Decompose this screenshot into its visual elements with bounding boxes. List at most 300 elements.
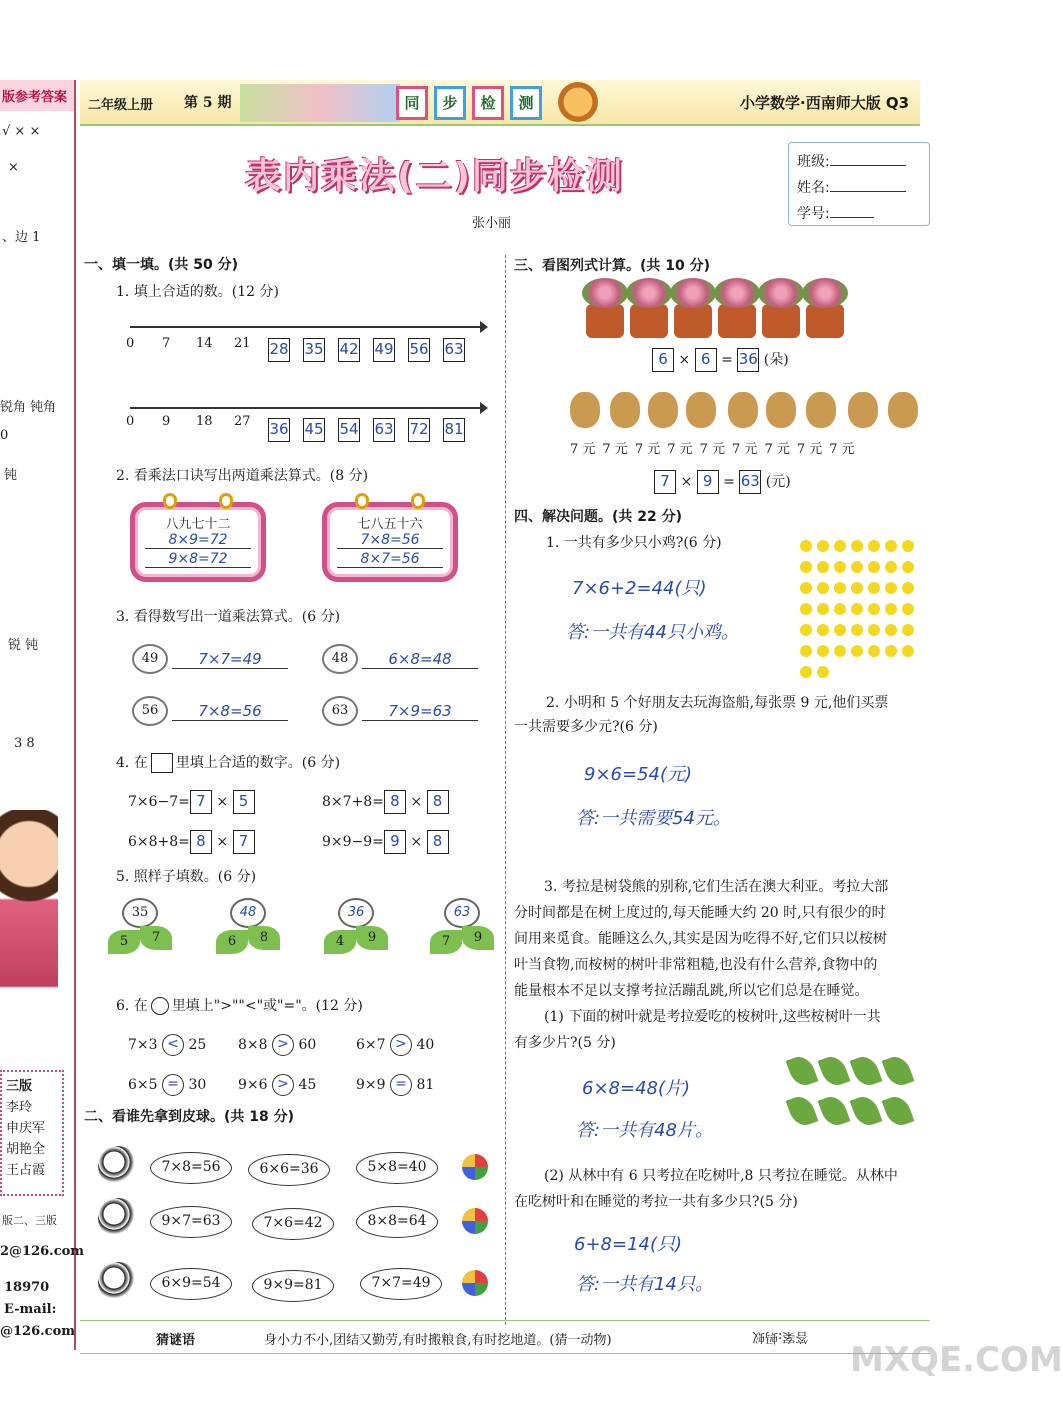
compare-item: [356, 1074, 434, 1096]
chicks-group: [800, 540, 922, 680]
sidebar-box-line: 三版: [6, 1079, 33, 1094]
column-divider: [505, 255, 506, 1325]
number-line-2: [130, 407, 482, 409]
sidebar-box-line: 胡艳全: [6, 1142, 46, 1157]
q4-expr: 9×9−9=: [322, 834, 384, 850]
sidebar-box-line: 王占霞: [6, 1163, 46, 1178]
chick-icon: [902, 561, 914, 573]
flower-item: [216, 898, 280, 978]
rhyme-answer[interactable]: 8×7=56: [337, 551, 443, 568]
oval-text: 6×6=36: [259, 1161, 319, 1177]
arrow-head: [480, 321, 488, 333]
equation-oval: [252, 1208, 334, 1240]
compare-left: 8×8: [238, 1037, 268, 1053]
name-field[interactable]: [830, 191, 906, 192]
sidebar-line: 锐 钝: [8, 638, 39, 653]
tag-group: [396, 86, 542, 120]
sidebar-line: 钝: [4, 468, 18, 483]
q4-label-a: 4. 在: [116, 755, 148, 771]
compare-item: [128, 1034, 206, 1056]
frame-ring: [355, 493, 369, 509]
tag-bu: 步: [434, 86, 466, 120]
equation-oval: [252, 1270, 334, 1302]
subject-label: 小学数学·西南师大版 Q3: [740, 94, 910, 112]
sidebar-head: 版参考答案: [0, 80, 74, 111]
leaf-icon: [850, 1053, 883, 1089]
header-banner: [80, 80, 920, 126]
id-label: 学号:: [797, 206, 830, 222]
q6-label-a: 6. 在: [116, 998, 148, 1014]
answer-box[interactable]: 6: [695, 348, 717, 372]
name-label: 姓名:: [797, 180, 830, 196]
chick-icon: [834, 582, 846, 594]
leaf-icon: [850, 1093, 883, 1129]
chick-icon: [851, 624, 863, 636]
product-egg: 49: [132, 644, 168, 674]
answer-box[interactable]: 36: [268, 418, 290, 442]
answer-box[interactable]: 7: [233, 830, 255, 854]
leaf-icon: [818, 1053, 851, 1089]
equation-answer[interactable]: 6×8=48: [362, 650, 478, 669]
teddy-bear-icon: [570, 392, 600, 428]
p3-2-answer[interactable]: 答:一共有14只。: [576, 1274, 713, 1295]
compare-left: 6×5: [128, 1077, 158, 1093]
box-symbol: [151, 753, 173, 773]
answer-box[interactable]: 7: [654, 470, 676, 494]
right-leaf: 8: [248, 926, 280, 950]
product-egg: 48: [322, 644, 358, 674]
answer-box[interactable]: 63: [739, 470, 761, 494]
axis-line: [130, 407, 482, 409]
chick-icon: [834, 561, 846, 573]
chick-icon: [902, 645, 914, 657]
rhyme-answer[interactable]: 9×8=72: [145, 551, 251, 568]
circle-symbol: [151, 997, 169, 1015]
left-leaf: 7: [430, 930, 462, 954]
chick-icon: [851, 582, 863, 594]
flower-head[interactable]: 48: [230, 898, 266, 928]
flower-item: [430, 898, 494, 978]
teddy-bear-icon: [728, 392, 758, 428]
chick-icon: [885, 624, 897, 636]
chick-icon: [851, 603, 863, 615]
answer-box[interactable]: 8: [384, 790, 406, 814]
chick-icon: [800, 645, 812, 657]
sub-question: 在吃树叶和在睡觉的考拉一共有多少只?(5 分): [514, 1194, 798, 1210]
answer-box[interactable]: 28: [268, 338, 290, 362]
price-label: 7 元: [667, 442, 693, 457]
ball-icon: [462, 1154, 488, 1180]
dog-icon: [98, 1262, 138, 1302]
author-name: 张小丽: [472, 216, 512, 231]
sidebar-footer-line: 版二、三版: [2, 1214, 57, 1227]
sidebar-footer-line: 2@126.com: [0, 1244, 85, 1259]
sub-question: (1) 下面的树叶就是考拉爱吃的桉树叶,这些桉树叶一共: [544, 1009, 881, 1025]
sidebar-line: 0: [0, 428, 9, 443]
p3-1-equation[interactable]: 6×8=48(片): [582, 1078, 691, 1099]
flower-pot-icon: [762, 304, 800, 338]
answer-box[interactable]: 42: [338, 338, 360, 362]
ball-icon: [462, 1208, 488, 1234]
compare-item: [356, 1034, 434, 1056]
sidebar-line: 、边 1: [2, 230, 41, 245]
tag-jian: 检: [472, 86, 504, 120]
oval-text: 9×9=81: [263, 1277, 323, 1293]
answer-box[interactable]: 49: [373, 338, 395, 362]
price-row: [570, 438, 855, 457]
equation-oval: [356, 1206, 438, 1238]
sidebar-line: √ × ×: [2, 124, 41, 139]
rhyme-text: 七八五十六: [357, 517, 423, 532]
section-4-head: 四、解决问题。(共 22 分): [514, 509, 683, 525]
answer-box[interactable]: 63: [373, 418, 395, 442]
equation-answer[interactable]: 7×7=49: [172, 650, 288, 669]
p1-question: 1. 一共有多少只小鸡?(6 分): [546, 535, 722, 551]
q4-item: 8×7+8= 8 × 8: [322, 790, 449, 814]
chick-icon: [902, 540, 914, 552]
compare-answer[interactable]: >: [272, 1034, 294, 1056]
arrow-head: [480, 402, 488, 414]
equation-oval: [150, 1206, 232, 1238]
rhyme-frame-2: [322, 502, 458, 582]
p3-passage: [514, 874, 934, 1056]
chick-icon: [834, 540, 846, 552]
nl2-label: 9: [162, 414, 171, 429]
p1-answer[interactable]: 答:一共有44只小鸡。: [566, 622, 739, 643]
nl1-label: 14: [196, 336, 213, 351]
chick-icon: [800, 540, 812, 552]
flower-item: [108, 898, 172, 978]
teddy-bear-icon: [686, 392, 716, 428]
flower-pot-icon: [630, 304, 668, 338]
left-leaf: 5: [108, 930, 140, 954]
passage-line: 间用来觅食。能睡这么久,其实是因为吃得不好,它们只以桉树: [514, 931, 887, 947]
flower-pot-icon: [586, 304, 624, 338]
price-label: 7 元: [796, 442, 823, 457]
chick-icon: [817, 645, 829, 657]
compare-item: [238, 1034, 316, 1056]
p3-1-answer[interactable]: 答:一共有48片。: [576, 1120, 713, 1141]
p2-answer[interactable]: 答:一共需要54元。: [576, 808, 731, 829]
flower-pot-icon: [806, 304, 844, 338]
answer-box[interactable]: 9: [384, 830, 406, 854]
frame-ring: [411, 493, 425, 509]
nl2-label: 27: [234, 414, 251, 429]
answer-box[interactable]: 72: [408, 418, 430, 442]
class-label: 班级:: [797, 154, 830, 170]
p2-question-1: 2. 小明和 5 个好朋友去玩海盗船,每张票 9 元,他们买票: [546, 695, 889, 711]
p2-equation[interactable]: 9×6=54(元): [584, 764, 693, 785]
axis-line: [130, 326, 482, 328]
sidebar-line: ×: [8, 160, 19, 175]
q4-expr: 7×6−7=: [128, 794, 190, 810]
compare-right: 25: [188, 1037, 207, 1053]
answer-box[interactable]: 56: [408, 338, 430, 362]
chick-icon: [834, 603, 846, 615]
answer-box[interactable]: 35: [303, 338, 325, 362]
leaves-group: [790, 1056, 920, 1136]
section-1-head: 一、填一填。(共 50 分): [84, 257, 239, 273]
sidebar-footer-line: E-mail:: [4, 1302, 57, 1317]
frame-ring: [219, 493, 233, 509]
nl1-answers: [268, 338, 465, 362]
leaf-icon: [882, 1093, 915, 1129]
p3-2-equation[interactable]: 6+8=14(只): [574, 1234, 683, 1255]
chick-icon: [800, 603, 812, 615]
flower-head[interactable]: 36: [338, 898, 374, 928]
sub-question: 有多少片?(5 分): [514, 1035, 616, 1051]
q6-label: [116, 995, 363, 1015]
equation-oval: [150, 1152, 232, 1184]
flower-equation: 6 × 6 = 36 (朵): [652, 348, 789, 372]
answer-box[interactable]: 45: [303, 418, 325, 442]
dog-icon: [98, 1146, 138, 1186]
frame-ring: [163, 493, 177, 509]
chick-icon: [868, 582, 880, 594]
oval-text: 6×9=54: [161, 1275, 221, 1291]
compare-answer[interactable]: =: [162, 1074, 184, 1096]
passage-line: 叶当食物,而桉树的树叶非常粗糙,也没有什么营养,食物中的: [514, 957, 878, 973]
q4-expr: 8×7+8=: [322, 794, 384, 810]
right-leaf: 9: [356, 926, 388, 950]
nl1-label: 0: [126, 336, 135, 351]
castle-illustration: [240, 84, 400, 122]
sidebar-footer-line: 18970: [4, 1280, 50, 1295]
answer-box[interactable]: 9: [697, 470, 719, 494]
answer-sidebar: [0, 80, 85, 1350]
chick-icon: [902, 582, 914, 594]
number-line-1: [130, 326, 482, 328]
compare-left: 9×9: [356, 1077, 386, 1093]
compare-left: 7×3: [128, 1037, 158, 1053]
product-egg: 56: [132, 696, 168, 726]
flower-item: [324, 898, 388, 978]
ball-icon: [462, 1270, 488, 1296]
compare-left: 6×7: [356, 1037, 386, 1053]
chick-icon: [800, 666, 812, 678]
q4-item: 6×8+8= 8 × 7: [128, 830, 255, 854]
equation-answer[interactable]: 7×8=56: [172, 702, 288, 721]
q4-item: 9×9−9= 9 × 8: [322, 830, 449, 854]
chick-icon: [851, 561, 863, 573]
left-leaf: 4: [324, 930, 356, 954]
chick-icon: [800, 624, 812, 636]
equation-oval: [356, 1152, 438, 1184]
q2-label: 2. 看乘法口诀写出两道乘法算式。(8 分): [116, 468, 369, 484]
q3-label: 3. 看得数写出一道乘法算式。(6 分): [116, 609, 341, 625]
chick-icon: [868, 540, 880, 552]
p1-equation[interactable]: 7×6+2=44(只): [572, 578, 707, 599]
price-label: 7 元: [829, 442, 855, 457]
oval-text: 7×8=56: [161, 1159, 221, 1175]
equation-oval: [360, 1268, 442, 1300]
p2-question-2: 一共需要多少元?(6 分): [514, 719, 658, 735]
teddy-bear-icon: [610, 392, 640, 428]
compare-answer[interactable]: =: [390, 1074, 412, 1096]
teddy-bear-icon: [766, 392, 796, 428]
chick-icon: [851, 645, 863, 657]
price-label: 7 元: [764, 442, 790, 457]
nl2-answers: [268, 418, 465, 442]
compare-answer[interactable]: <: [162, 1034, 184, 1056]
chick-icon: [885, 561, 897, 573]
q5-label: 5. 照样子填数。(6 分): [116, 869, 257, 885]
chick-icon: [834, 645, 846, 657]
oval-text: 7×6=42: [263, 1215, 323, 1231]
flower-pot-icon: [674, 304, 712, 338]
chick-icon: [800, 561, 812, 573]
bear-equation: 7 × 9 = 63 (元): [654, 470, 791, 494]
answer-box[interactable]: 8: [190, 830, 212, 854]
answer-box[interactable]: 54: [338, 418, 360, 442]
sidebar-box-line: 李玲: [6, 1100, 33, 1115]
teddy-bear-icon: [806, 392, 836, 428]
nl2-label: 0: [126, 414, 135, 429]
q4-label: [116, 752, 340, 773]
leaf-icon: [818, 1093, 851, 1129]
sidebar-line: 锐角 钝角: [0, 400, 57, 415]
q4-expr: 6×8+8=: [128, 834, 190, 850]
price-label: 7 元: [602, 442, 628, 457]
chick-icon: [902, 624, 914, 636]
compare-right: 60: [298, 1037, 317, 1053]
nl1-label: 7: [162, 336, 171, 351]
flower-head[interactable]: 63: [444, 898, 480, 928]
answer-box[interactable]: 63: [443, 338, 465, 362]
price-label: 7 元: [570, 442, 596, 457]
chick-icon: [885, 645, 897, 657]
chick-icon: [885, 582, 897, 594]
section-2-head: 二、看谁先拿到皮球。(共 18 分): [84, 1109, 295, 1125]
compare-right: 30: [188, 1077, 207, 1093]
chick-icon: [851, 540, 863, 552]
sub-question: (2) 从林中有 6 只考拉在吃树叶,8 只考拉在睡觉。从林中: [544, 1168, 898, 1184]
oval-text: 7×7=49: [371, 1275, 431, 1291]
tag-tong: 同: [396, 86, 428, 120]
section-3-head: 三、看图列式计算。(共 10 分): [514, 258, 711, 274]
answer-box[interactable]: 8: [427, 790, 449, 814]
chick-icon: [868, 561, 880, 573]
equation-oval: [150, 1268, 232, 1300]
id-field[interactable]: [830, 217, 874, 218]
answer-box[interactable]: 81: [443, 418, 465, 442]
chick-icon: [817, 624, 829, 636]
grade-label: 二年级上册: [88, 98, 154, 113]
sidebar-editor-box: [0, 1070, 64, 1196]
passage-line: 分时间都是在树上度过的,每天能睡大约 20 时,只有很少的时: [514, 905, 886, 921]
q6-label-b: 里填上">""<"或"="。(12 分): [171, 998, 363, 1014]
flower-pot-icon: [718, 304, 756, 338]
price-label: 7 元: [699, 442, 726, 457]
oval-text: 5×8=40: [367, 1159, 427, 1175]
issue-label: 第 5 期: [184, 95, 232, 111]
flower-head: 35: [122, 898, 158, 928]
lion-mascot: [558, 82, 598, 122]
watermark: MXQE.COM: [850, 1340, 1063, 1380]
student-info-box: [788, 142, 930, 226]
equation-answer[interactable]: 7×9=63: [362, 702, 478, 721]
chick-icon: [868, 603, 880, 615]
chick-icon: [902, 603, 914, 615]
answer-box[interactable]: 6: [652, 348, 674, 372]
passage-line: 能量根本不足以支撑考拉活蹦乱跳,所以它们总是在睡觉。: [514, 983, 869, 999]
nl2-label: 18: [196, 414, 213, 429]
teddy-bear-icon: [888, 392, 918, 428]
equation-oval: [248, 1154, 330, 1186]
chick-icon: [885, 540, 897, 552]
unit-label: (朵): [763, 352, 789, 368]
compare-left: 9×6: [238, 1077, 268, 1093]
teddy-bear-icon: [848, 392, 878, 428]
price-label: 7 元: [634, 442, 661, 457]
price-label: 7 元: [732, 442, 758, 457]
chick-icon: [817, 603, 829, 615]
answer-box[interactable]: 36: [737, 348, 759, 372]
chick-icon: [817, 561, 829, 573]
chick-icon: [817, 540, 829, 552]
riddle-answer: 答案:蚂蚁: [752, 1329, 809, 1344]
tag-ce: 测: [510, 86, 542, 120]
riddle-text: 身小力不小,团结又勤劳,有时搬粮食,有时挖地道。(猜一动物): [264, 1333, 612, 1348]
oval-text: 8×8=64: [367, 1213, 427, 1229]
chick-icon: [834, 624, 846, 636]
answer-box[interactable]: 8: [427, 830, 449, 854]
chick-icon: [868, 645, 880, 657]
compare-right: 81: [416, 1077, 435, 1093]
sidebar-line: 3 8: [14, 736, 35, 751]
chick-icon: [817, 582, 829, 594]
leaf-icon: [786, 1093, 819, 1129]
unit-label: (元): [765, 474, 791, 490]
rhyme-text: 八九七十二: [165, 517, 231, 532]
right-leaf: 9: [462, 926, 494, 950]
chick-icon: [800, 582, 812, 594]
passage-line: 3. 考拉是树袋熊的别称,它们生活在澳大利亚。考拉大部: [544, 879, 889, 895]
sidebar-footer-line: @126.com: [0, 1324, 76, 1339]
compare-answer[interactable]: >: [272, 1074, 294, 1096]
chick-icon: [817, 666, 829, 678]
chick-icon: [885, 603, 897, 615]
riddle-label: 猜谜语: [156, 1333, 196, 1348]
compare-answer[interactable]: >: [390, 1034, 412, 1056]
chick-icon: [868, 624, 880, 636]
rhyme-answer[interactable]: 7×8=56: [337, 532, 443, 549]
q4-item: 7×6−7= 7 × 5: [128, 790, 255, 814]
compare-right: 45: [298, 1077, 317, 1093]
page-title: 表内乘法(二)同步检测: [245, 156, 624, 197]
left-leaf: 6: [216, 930, 248, 954]
q4-label-b: 里填上合适的数字。(6 分): [175, 755, 341, 771]
leaf-icon: [882, 1053, 915, 1089]
rhyme-answer[interactable]: 8×9=72: [145, 532, 251, 549]
teddy-bear-icon: [648, 392, 678, 428]
leaf-icon: [786, 1053, 819, 1089]
compare-right: 40: [416, 1037, 435, 1053]
q1-label: 1. 填上合适的数。(12 分): [116, 284, 279, 300]
compare-item: [238, 1074, 316, 1096]
answer-box[interactable]: 5: [233, 790, 255, 814]
dog-icon: [98, 1198, 138, 1238]
sidebar-box-line: 申庆军: [6, 1121, 46, 1136]
compare-item: [128, 1074, 206, 1096]
girl-illustration: [0, 810, 58, 1030]
nl1-label: 21: [234, 336, 251, 351]
class-field[interactable]: [830, 165, 906, 166]
answer-box[interactable]: 7: [190, 790, 212, 814]
riddle-footer: [80, 1320, 930, 1354]
rhyme-frame-1: [130, 502, 266, 582]
oval-text: 9×7=63: [161, 1213, 221, 1229]
